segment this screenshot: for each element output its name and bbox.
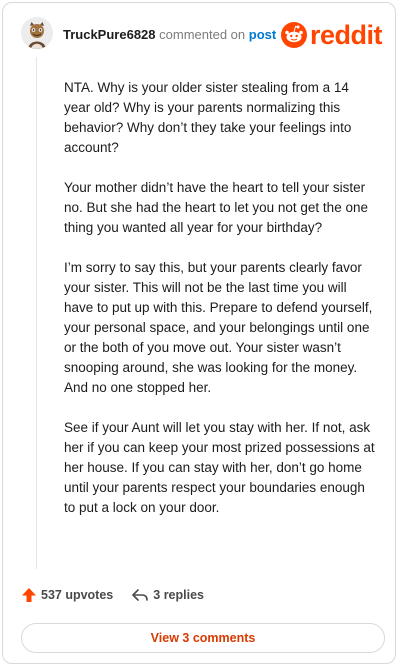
comment-paragraph: See if your Aunt will let you stay with her. If not, ask her if you can keep your most prized possessions at her house. If you can stay with her, don’t go home until your parents respect your boundaries enough to put a lock on your door. bbox=[64, 420, 375, 515]
comment-body bbox=[64, 78, 376, 538]
reddit-wordmark: reddit bbox=[310, 20, 383, 50]
comment-paragraph: Your mother didn’t have the heart to tell your sister no. But she had the heart to let you not get the one thing you wanted all year for your birthday? bbox=[64, 180, 368, 235]
comment-header bbox=[63, 27, 276, 43]
comment-card bbox=[2, 2, 396, 664]
avatar-icon bbox=[21, 17, 53, 49]
reply-button[interactable] bbox=[131, 587, 204, 603]
comment-footer bbox=[21, 587, 222, 603]
commented-on-text: commented on bbox=[159, 27, 246, 42]
comment-paragraph: I’m sorry to say this, but your parents clearly favor your sister. This will not be the last time you will have to put up with this. Prepare to defend yourself, your personal space, and your belongings until one or the both of you move out. Your sister wasn’t snooping around, she was looking for the money. And no one stopped her. bbox=[64, 260, 373, 395]
reply-arrow-icon bbox=[131, 587, 149, 603]
upvotes-count: 537 upvotes bbox=[41, 588, 114, 602]
upvote-button[interactable] bbox=[21, 587, 113, 603]
view-comments-button[interactable]: View 3 comments bbox=[21, 623, 385, 653]
reddit-snoo-icon bbox=[281, 22, 307, 48]
comment-paragraph: NTA. Why is your older sister stealing from a 14 year old? Why is your parents normalizing this behavior? Why don’t they take your feelings into account? bbox=[64, 80, 352, 155]
upvote-arrow-icon bbox=[21, 587, 37, 603]
thread-line[interactable] bbox=[36, 57, 37, 569]
username[interactable]: TruckPure6828 bbox=[63, 27, 156, 42]
avatar[interactable] bbox=[21, 17, 53, 49]
reddit-logo[interactable] bbox=[281, 21, 382, 49]
replies-count: 3 replies bbox=[153, 588, 204, 602]
post-link[interactable]: post bbox=[248, 27, 277, 42]
